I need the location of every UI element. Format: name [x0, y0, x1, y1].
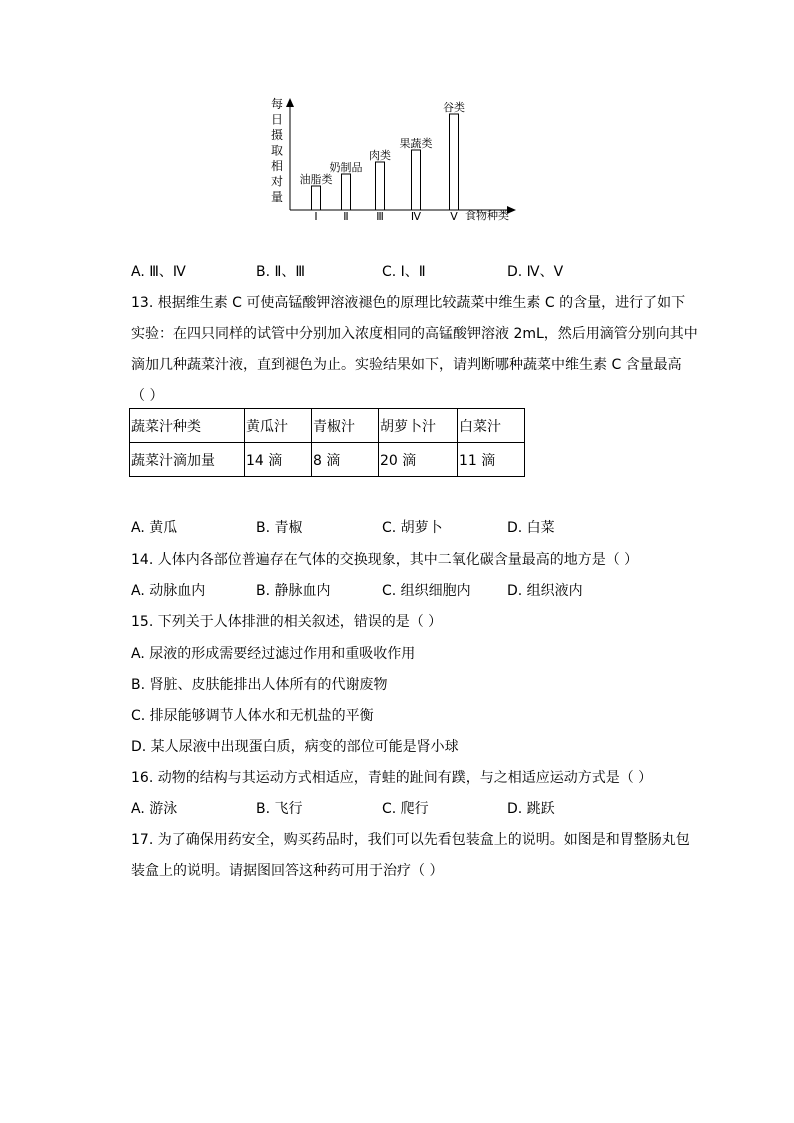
bar-label-2: 奶制品: [329, 161, 363, 174]
q14-option-c[interactable]: C. 组织细胞内: [382, 583, 471, 599]
table-row: [130, 443, 525, 477]
q13-stem-line-2: 实验：在四只同样的试管中分别加入浓度相同的高锰酸钾溶液 2mL，然后用滴管分别向其中: [131, 326, 698, 342]
q17-stem-line-1: 17. 为了确保用药安全，购买药品时，我们可以先看包装盒上的说明。如图是和胃整肠丸包: [131, 832, 690, 848]
q12-option-c[interactable]: C. Ⅰ、Ⅱ: [382, 264, 426, 280]
table-header-row: [130, 409, 525, 443]
table-cell: 白菜汁: [458, 409, 525, 443]
q15-stem: 15. 下列关于人体排泄的相关叙述，错误的是（ ）: [131, 614, 443, 630]
table-cell: 11 滴: [458, 443, 525, 477]
food-intake-bar-chart: [262, 92, 522, 222]
y-axis-label-char: 量: [270, 190, 284, 204]
table-cell: 蔬菜汁种类: [130, 409, 245, 443]
q16-stem: 16. 动物的结构与其运动方式相适应，青蛙的趾间有蹼，与之相适应运动方式是（ ）: [131, 770, 653, 786]
bar-2: [342, 174, 351, 210]
y-axis-label-char: 摄: [270, 128, 284, 142]
y-axis-label-char: 对: [270, 174, 284, 189]
y-axis-label: [271, 96, 283, 204]
bar-5: [450, 114, 459, 210]
q13-option-d[interactable]: D. 白菜: [507, 520, 555, 536]
x-tick-label-4: Ⅳ: [410, 210, 422, 222]
bar-1: [312, 186, 321, 210]
bars: [300, 100, 466, 222]
y-axis-label-char: 相: [270, 159, 284, 173]
x-tick-label-2: Ⅱ: [343, 210, 349, 222]
bar-label-5: 谷类: [443, 101, 465, 114]
x-axis-label: 食物种类: [465, 209, 509, 222]
table-cell: 黄瓜汁: [245, 409, 312, 443]
bar-label-3: 肉类: [369, 149, 391, 162]
q13-option-a[interactable]: A. 黄瓜: [131, 520, 178, 536]
bar-label-1: 油脂类: [299, 173, 333, 186]
q15-option-c[interactable]: C. 排尿能够调节人体水和无机盐的平衡: [131, 708, 374, 724]
y-axis-label-char: 日: [270, 112, 284, 127]
bar-3: [376, 162, 385, 210]
q13-stem-line-3: 滴加几种蔬菜汁液，直到褪色为止。实验结果如下，请判断哪种蔬菜中维生素 C 含量最高: [131, 357, 682, 373]
vegetable-juice-table: [129, 408, 525, 477]
q15-option-b[interactable]: B. 肾脏、皮肤能排出人体所有的代谢废物: [131, 677, 388, 693]
q13-option-b[interactable]: B. 青椒: [256, 520, 303, 536]
q14-stem: 14. 人体内各部位普遍存在气体的交换现象，其中二氧化碳含量最高的地方是（ ）: [131, 552, 639, 568]
bar-label-4: 果蔬类: [399, 137, 433, 150]
q16-option-d[interactable]: D. 跳跃: [507, 801, 555, 817]
q13-answer-bracket: （ ）: [131, 388, 164, 404]
q16-option-b[interactable]: B. 飞行: [256, 801, 303, 817]
table-cell: 蔬菜汁滴加量: [130, 443, 245, 477]
q17-stem-line-2: 装盒上的说明。请据图回答这种药可用于治疗（ ）: [131, 863, 444, 879]
table-cell: 胡萝卜汁: [379, 409, 458, 443]
q12-option-a[interactable]: A. Ⅲ、Ⅳ: [131, 264, 186, 280]
q16-option-a[interactable]: A. 游泳: [131, 801, 178, 817]
x-tick-label-1: Ⅰ: [314, 210, 318, 222]
table-cell: 14 滴: [245, 443, 312, 477]
y-axis-label-char: 取: [270, 143, 284, 158]
table-cell: 20 滴: [379, 443, 458, 477]
q15-option-a[interactable]: A. 尿液的形成需要经过滤过作用和重吸收作用: [131, 646, 416, 662]
table-cell: 8 滴: [312, 443, 379, 477]
q15-option-d[interactable]: D. 某人尿液中出现蛋白质，病变的部位可能是肾小球: [131, 739, 459, 755]
x-tick-label-3: Ⅲ: [376, 210, 384, 222]
q14-option-a[interactable]: A. 动脉血内: [131, 583, 206, 599]
q14-option-b[interactable]: B. 静脉血内: [256, 583, 331, 599]
y-axis-label-char: 每: [270, 97, 284, 111]
bar-4: [412, 150, 421, 210]
q13-option-c[interactable]: C. 胡萝卜: [382, 520, 443, 536]
q12-option-d[interactable]: D. Ⅳ、Ⅴ: [507, 264, 564, 280]
y-axis-arrow-icon: [286, 98, 294, 107]
x-tick-label-5: Ⅴ: [450, 210, 458, 222]
table-cell: 青椒汁: [312, 409, 379, 443]
q16-option-c[interactable]: C. 爬行: [382, 801, 429, 817]
q14-option-d[interactable]: D. 组织液内: [507, 583, 583, 599]
q12-option-b[interactable]: B. Ⅱ、Ⅲ: [256, 264, 306, 280]
q13-stem-line-1: 13. 根据维生素 C 可使高锰酸钾溶液褪色的原理比较蔬菜中维生素 C 的含量，进行了如下: [131, 295, 686, 311]
